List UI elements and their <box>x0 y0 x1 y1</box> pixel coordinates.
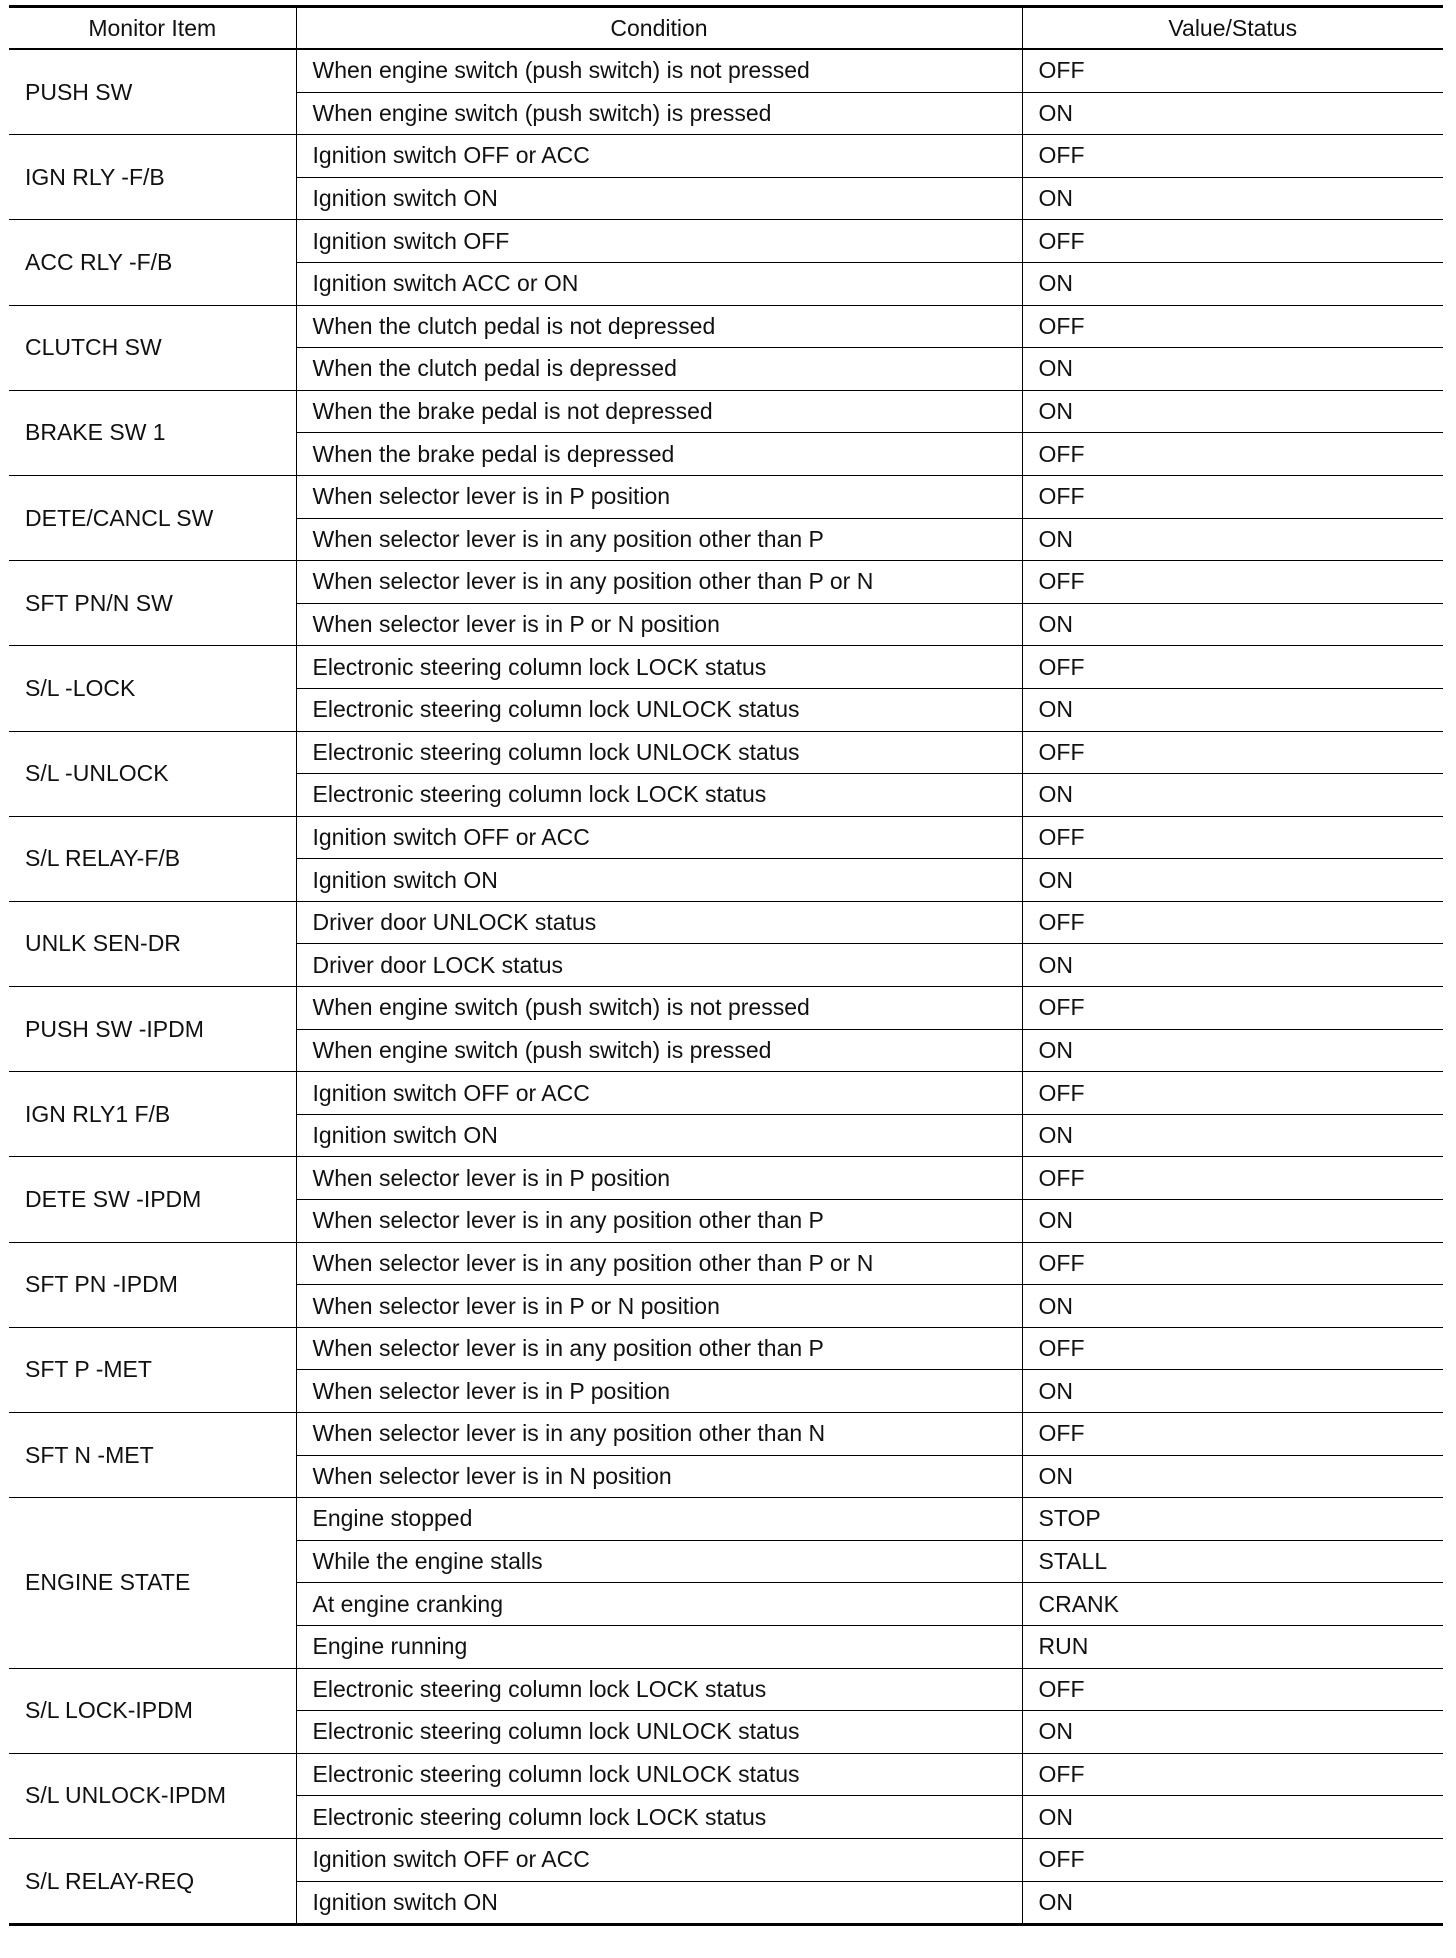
value-status-cell: OFF <box>1022 816 1443 859</box>
value-status-cell: ON <box>1022 1455 1443 1498</box>
value-status-cell: ON <box>1022 859 1443 902</box>
condition-cell: Ignition switch OFF <box>296 220 1022 263</box>
table-row <box>9 49 1443 92</box>
monitor-item-cell: ENGINE STATE <box>9 1498 296 1668</box>
condition-cell: When engine switch (push switch) is not pressed <box>296 49 1022 92</box>
table-row <box>9 1838 1443 1881</box>
table-row <box>9 220 1443 263</box>
value-status-cell: ON <box>1022 1029 1443 1072</box>
value-status-cell: ON <box>1022 348 1443 391</box>
condition-cell: When selector lever is in N position <box>296 1455 1022 1498</box>
value-status-cell: ON <box>1022 1200 1443 1243</box>
value-status-cell: CRANK <box>1022 1583 1443 1626</box>
condition-cell: When engine switch (push switch) is pressed <box>296 1029 1022 1072</box>
monitor-item-cell: SFT PN -IPDM <box>9 1242 296 1327</box>
value-status-cell: ON <box>1022 177 1443 220</box>
condition-cell: When selector lever is in any position other than P <box>296 1200 1022 1243</box>
value-status-cell: ON <box>1022 1711 1443 1754</box>
condition-cell: Electronic steering column lock UNLOCK status <box>296 1753 1022 1796</box>
condition-cell: Ignition switch ON <box>296 177 1022 220</box>
condition-cell: Electronic steering column lock LOCK status <box>296 774 1022 817</box>
table-row <box>9 475 1443 518</box>
condition-cell: At engine cranking <box>296 1583 1022 1626</box>
header-value-status: Value/Status <box>1022 7 1443 50</box>
monitor-item-cell: S/L -UNLOCK <box>9 731 296 816</box>
condition-cell: Engine stopped <box>296 1498 1022 1541</box>
condition-cell: Electronic steering column lock LOCK status <box>296 1796 1022 1839</box>
condition-cell: Electronic steering column lock UNLOCK status <box>296 688 1022 731</box>
table-row <box>9 901 1443 944</box>
value-status-cell: OFF <box>1022 1072 1443 1115</box>
table-header <box>9 7 1443 50</box>
monitor-item-cell: IGN RLY -F/B <box>9 135 296 220</box>
monitor-item-cell: S/L RELAY-REQ <box>9 1838 296 1924</box>
header-monitor-item: Monitor Item <box>9 7 296 50</box>
table-row <box>9 987 1443 1030</box>
monitor-item-cell: ACC RLY -F/B <box>9 220 296 305</box>
value-status-cell: OFF <box>1022 475 1443 518</box>
condition-cell: When the clutch pedal is depressed <box>296 348 1022 391</box>
monitor-item-cell: DETE SW -IPDM <box>9 1157 296 1242</box>
condition-cell: Ignition switch OFF or ACC <box>296 1838 1022 1881</box>
value-status-cell: OFF <box>1022 220 1443 263</box>
monitor-item-cell: S/L LOCK-IPDM <box>9 1668 296 1753</box>
condition-cell: Engine running <box>296 1625 1022 1668</box>
value-status-cell: ON <box>1022 603 1443 646</box>
monitor-item-cell: PUSH SW -IPDM <box>9 987 296 1072</box>
table-row <box>9 1413 1443 1456</box>
value-status-cell: STALL <box>1022 1540 1443 1583</box>
value-status-cell: ON <box>1022 390 1443 433</box>
table-row <box>9 390 1443 433</box>
monitor-item-cell: S/L -LOCK <box>9 646 296 731</box>
monitor-item-cell: PUSH SW <box>9 49 296 135</box>
table-row <box>9 1668 1443 1711</box>
table-row <box>9 1498 1443 1541</box>
table-body <box>9 49 1443 1925</box>
condition-cell: Ignition switch OFF or ACC <box>296 135 1022 178</box>
condition-cell: Ignition switch ON <box>296 859 1022 902</box>
condition-cell: While the engine stalls <box>296 1540 1022 1583</box>
monitor-item-cell: SFT P -MET <box>9 1327 296 1412</box>
condition-cell: When the brake pedal is depressed <box>296 433 1022 476</box>
condition-cell: When selector lever is in any position other than P <box>296 518 1022 561</box>
value-status-cell: ON <box>1022 1796 1443 1839</box>
condition-cell: When engine switch (push switch) is pressed <box>296 92 1022 135</box>
value-status-cell: RUN <box>1022 1625 1443 1668</box>
value-status-cell: OFF <box>1022 1668 1443 1711</box>
value-status-cell: OFF <box>1022 1327 1443 1370</box>
monitor-item-cell: IGN RLY1 F/B <box>9 1072 296 1157</box>
condition-cell: Ignition switch ACC or ON <box>296 262 1022 305</box>
value-status-cell: OFF <box>1022 135 1443 178</box>
condition-cell: When selector lever is in P or N position <box>296 1285 1022 1328</box>
condition-cell: Driver door LOCK status <box>296 944 1022 987</box>
value-status-cell: OFF <box>1022 433 1443 476</box>
condition-cell: Electronic steering column lock UNLOCK status <box>296 1711 1022 1754</box>
value-status-cell: OFF <box>1022 1242 1443 1285</box>
monitor-item-cell: DETE/CANCL SW <box>9 475 296 560</box>
table-row <box>9 816 1443 859</box>
value-status-cell: ON <box>1022 944 1443 987</box>
header-row <box>9 7 1443 50</box>
condition-cell: Electronic steering column lock LOCK status <box>296 1668 1022 1711</box>
condition-cell: When selector lever is in P position <box>296 1157 1022 1200</box>
monitor-item-cell: UNLK SEN-DR <box>9 901 296 986</box>
condition-cell: When the clutch pedal is not depressed <box>296 305 1022 348</box>
monitor-table-container <box>9 5 1443 1926</box>
value-status-cell: OFF <box>1022 987 1443 1030</box>
value-status-cell: ON <box>1022 688 1443 731</box>
condition-cell: Ignition switch ON <box>296 1114 1022 1157</box>
value-status-cell: OFF <box>1022 1413 1443 1456</box>
monitor-item-cell: S/L RELAY-F/B <box>9 816 296 901</box>
value-status-cell: ON <box>1022 1285 1443 1328</box>
condition-cell: Ignition switch ON <box>296 1881 1022 1925</box>
monitor-table <box>9 5 1443 1926</box>
condition-cell: Electronic steering column lock LOCK status <box>296 646 1022 689</box>
monitor-item-cell: CLUTCH SW <box>9 305 296 390</box>
table-row <box>9 135 1443 178</box>
monitor-item-cell: S/L UNLOCK-IPDM <box>9 1753 296 1838</box>
value-status-cell: OFF <box>1022 646 1443 689</box>
table-row <box>9 1072 1443 1115</box>
table-row <box>9 731 1443 774</box>
condition-cell: When the brake pedal is not depressed <box>296 390 1022 433</box>
value-status-cell: OFF <box>1022 901 1443 944</box>
value-status-cell: OFF <box>1022 49 1443 92</box>
value-status-cell: OFF <box>1022 561 1443 604</box>
condition-cell: When selector lever is in any position other than P <box>296 1327 1022 1370</box>
value-status-cell: OFF <box>1022 1838 1443 1881</box>
value-status-cell: OFF <box>1022 1157 1443 1200</box>
value-status-cell: ON <box>1022 518 1443 561</box>
value-status-cell: ON <box>1022 1881 1443 1925</box>
value-status-cell: STOP <box>1022 1498 1443 1541</box>
value-status-cell: OFF <box>1022 731 1443 774</box>
condition-cell: When selector lever is in any position other than N <box>296 1413 1022 1456</box>
value-status-cell: ON <box>1022 774 1443 817</box>
table-row <box>9 1157 1443 1200</box>
condition-cell: When selector lever is in P position <box>296 1370 1022 1413</box>
table-row <box>9 1753 1443 1796</box>
monitor-item-cell: SFT N -MET <box>9 1413 296 1498</box>
condition-cell: Ignition switch OFF or ACC <box>296 816 1022 859</box>
monitor-item-cell: BRAKE SW 1 <box>9 390 296 475</box>
value-status-cell: ON <box>1022 1370 1443 1413</box>
condition-cell: Electronic steering column lock UNLOCK status <box>296 731 1022 774</box>
condition-cell: When selector lever is in P position <box>296 475 1022 518</box>
condition-cell: When selector lever is in any position other than P or N <box>296 1242 1022 1285</box>
value-status-cell: ON <box>1022 262 1443 305</box>
table-row <box>9 305 1443 348</box>
condition-cell: Driver door UNLOCK status <box>296 901 1022 944</box>
table-row <box>9 561 1443 604</box>
condition-cell: When selector lever is in any position other than P or N <box>296 561 1022 604</box>
table-row <box>9 646 1443 689</box>
value-status-cell: OFF <box>1022 305 1443 348</box>
value-status-cell: ON <box>1022 92 1443 135</box>
header-condition: Condition <box>296 7 1022 50</box>
value-status-cell: ON <box>1022 1114 1443 1157</box>
condition-cell: When selector lever is in P or N position <box>296 603 1022 646</box>
table-row <box>9 1242 1443 1285</box>
value-status-cell: OFF <box>1022 1753 1443 1796</box>
table-row <box>9 1327 1443 1370</box>
monitor-item-cell: SFT PN/N SW <box>9 561 296 646</box>
condition-cell: When engine switch (push switch) is not pressed <box>296 987 1022 1030</box>
condition-cell: Ignition switch OFF or ACC <box>296 1072 1022 1115</box>
